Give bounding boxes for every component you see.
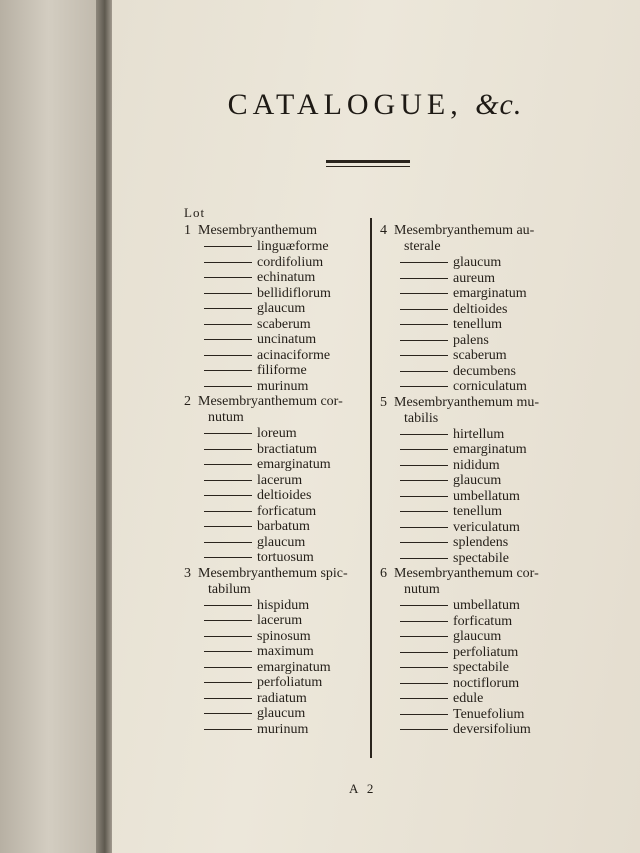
variety-row <box>380 504 580 520</box>
variety-row <box>184 301 364 317</box>
lot-entry <box>380 395 580 567</box>
ditto-dash <box>204 605 252 606</box>
right-column <box>380 223 580 738</box>
variety-row <box>184 644 364 660</box>
left-lots <box>184 223 364 737</box>
variety-row <box>380 333 580 349</box>
variety-row <box>184 442 364 458</box>
lot-entry <box>184 566 364 738</box>
ditto-dash <box>400 262 448 263</box>
variety-name: glaucum <box>453 255 502 270</box>
variety-row <box>184 535 364 551</box>
ditto-dash <box>400 434 448 435</box>
ditto-dash <box>400 371 448 372</box>
variety-name: loreum <box>257 426 297 441</box>
ditto-dash <box>400 449 448 450</box>
ditto-dash <box>204 449 252 450</box>
variety-name: noctiflorum <box>453 675 520 691</box>
ditto-dash <box>400 714 448 715</box>
lot-species: Mesembryanthemum mu- <box>394 394 540 410</box>
ditto-dash <box>204 667 252 668</box>
ditto-dash <box>400 542 448 543</box>
variety-row <box>380 722 580 738</box>
book-gutter <box>96 0 112 853</box>
variety-row <box>380 317 580 333</box>
variety-name: scaberum <box>257 316 311 332</box>
variety-name: corniculatum <box>453 379 527 394</box>
lot-species-continued: sterale <box>404 239 441 254</box>
ditto-dash <box>400 605 448 606</box>
lot-species: Mesembryanthemum au- <box>394 223 535 238</box>
ditto-dash <box>400 309 448 310</box>
column-divider <box>370 218 372 758</box>
variety-row <box>184 660 364 676</box>
ditto-dash <box>400 558 448 559</box>
lot-species: Mesembryanthemum cor- <box>394 566 539 581</box>
variety-name: bellidiflorum <box>257 285 331 301</box>
variety-name: spinosum <box>257 628 311 644</box>
lot-species: Mesembryanthemum <box>198 223 317 238</box>
variety-row <box>184 255 364 271</box>
variety-name: tortuosum <box>257 550 314 565</box>
variety-name: echinatum <box>257 270 316 285</box>
lot-heading <box>184 566 364 582</box>
variety-name: aureum <box>453 270 495 286</box>
ditto-dash <box>204 682 252 683</box>
variety-row <box>184 504 364 520</box>
variety-row <box>380 255 580 271</box>
ditto-dash <box>400 652 448 653</box>
variety-row <box>380 348 580 364</box>
ditto-dash <box>204 262 252 263</box>
ditto-dash <box>400 480 448 481</box>
variety-row <box>380 458 580 474</box>
variety-row <box>380 707 580 723</box>
lot-entry <box>184 223 364 394</box>
ditto-dash <box>204 495 252 496</box>
lot-number: 6 <box>380 566 387 581</box>
variety-row <box>184 706 364 722</box>
lot-entry <box>380 566 580 738</box>
ditto-dash <box>204 246 252 247</box>
ditto-dash <box>400 511 448 512</box>
variety-name: radiatum <box>257 690 307 706</box>
variety-name: deltioides <box>257 488 312 503</box>
variety-name: emarginatum <box>453 286 527 301</box>
variety-row <box>184 426 364 442</box>
variety-row <box>184 675 364 691</box>
variety-row <box>380 645 580 661</box>
ditto-dash <box>400 340 448 341</box>
ditto-dash <box>204 277 252 278</box>
variety-row <box>380 660 580 676</box>
ditto-dash <box>400 465 448 466</box>
title-rule-thin <box>326 166 410 167</box>
variety-name: palens <box>453 332 489 348</box>
variety-name: umbellatum <box>453 488 520 504</box>
ditto-dash <box>400 324 448 325</box>
ditto-dash <box>204 433 252 434</box>
lot-species-continued: tabilum <box>208 581 251 597</box>
title-text: CATALOGUE, <box>227 88 463 121</box>
lot-heading <box>380 395 580 411</box>
lot-number: 2 <box>184 394 191 409</box>
ditto-dash <box>400 729 448 730</box>
ditto-dash <box>204 480 252 481</box>
left-column <box>184 205 364 737</box>
variety-name: decumbens <box>453 363 516 379</box>
ditto-dash <box>204 308 252 309</box>
variety-name: glaucum <box>257 301 306 316</box>
variety-name: lacerum <box>257 472 303 488</box>
variety-row <box>380 629 580 645</box>
variety-name: perfoliatum <box>257 675 323 690</box>
variety-name: spectabile <box>453 550 509 566</box>
variety-row <box>184 239 364 255</box>
variety-name: forficatum <box>257 503 317 519</box>
variety-name: linguæforme <box>257 239 329 254</box>
variety-row <box>184 317 364 333</box>
variety-name: deversifolium <box>453 722 531 737</box>
lot-species: Mesembryanthemum cor- <box>198 394 343 409</box>
ditto-dash <box>204 713 252 714</box>
variety-name: murinum <box>257 721 309 737</box>
variety-name: hispidum <box>257 597 310 613</box>
lot-species-continued: nutum <box>208 410 244 425</box>
variety-row <box>380 442 580 458</box>
variety-name: vericulatum <box>453 519 520 535</box>
ditto-dash <box>400 278 448 279</box>
variety-row <box>380 535 580 551</box>
variety-name: glaucum <box>257 706 306 721</box>
lot-number: 1 <box>184 223 191 238</box>
ditto-dash <box>400 621 448 622</box>
ditto-dash <box>204 293 252 294</box>
variety-row <box>184 270 364 286</box>
variety-name: bractiatum <box>257 441 317 457</box>
variety-row <box>184 457 364 473</box>
lot-species-continued: tabilis <box>404 410 439 426</box>
variety-row <box>380 691 580 707</box>
ditto-dash <box>400 386 448 387</box>
variety-name: barbatum <box>257 519 310 534</box>
variety-row <box>380 520 580 536</box>
ditto-dash <box>204 511 252 512</box>
variety-name: edule <box>453 691 484 706</box>
page-title <box>110 88 640 122</box>
previous-page-edge <box>0 0 108 853</box>
variety-name: acinaciforme <box>257 347 331 363</box>
ditto-dash <box>204 386 252 387</box>
variety-row <box>184 488 364 504</box>
lot-label: Lot <box>184 205 206 220</box>
lot-heading <box>184 223 364 239</box>
variety-name: cordifolium <box>257 254 324 270</box>
variety-name: deltioides <box>453 301 508 317</box>
ditto-dash <box>400 293 448 294</box>
variety-name: glaucum <box>453 629 502 644</box>
variety-row <box>380 286 580 302</box>
variety-row <box>380 473 580 489</box>
ditto-dash <box>400 496 448 497</box>
lot-entry <box>184 394 364 566</box>
variety-name: uncinatum <box>257 332 317 347</box>
variety-row <box>184 722 364 738</box>
variety-row <box>184 519 364 535</box>
ditto-dash <box>204 651 252 652</box>
title-rule-thick <box>326 160 410 163</box>
right-lots <box>380 223 580 738</box>
lot-entry <box>380 223 580 395</box>
variety-name: hirtellum <box>453 426 505 442</box>
ditto-dash <box>400 698 448 699</box>
variety-name: tenellum <box>453 317 502 332</box>
lot-heading <box>380 223 580 239</box>
variety-name: glaucum <box>257 534 306 550</box>
variety-row <box>184 348 364 364</box>
variety-row <box>380 598 580 614</box>
variety-name: emarginatum <box>453 442 527 457</box>
ditto-dash <box>204 339 252 340</box>
lot-species-continued: nutum <box>404 582 440 597</box>
ditto-dash <box>204 464 252 465</box>
variety-name: splendens <box>453 535 509 550</box>
ditto-dash <box>400 636 448 637</box>
variety-row <box>184 550 364 566</box>
variety-row <box>184 332 364 348</box>
page-signature: A 2 <box>349 781 377 796</box>
variety-name: umbellatum <box>453 598 520 613</box>
variety-name: glaucum <box>453 473 502 488</box>
variety-row <box>184 286 364 302</box>
variety-name: forficatum <box>453 613 513 629</box>
variety-name: spectabile <box>453 660 509 675</box>
variety-name: emarginatum <box>257 659 331 675</box>
variety-row <box>380 271 580 287</box>
ditto-dash <box>204 355 252 356</box>
ditto-dash <box>204 324 252 325</box>
lot-heading <box>380 566 580 582</box>
ditto-dash <box>204 557 252 558</box>
variety-row <box>184 363 364 379</box>
ditto-dash <box>204 526 252 527</box>
lot-number: 3 <box>184 565 191 581</box>
variety-name: emarginatum <box>257 457 331 472</box>
variety-name: perfoliatum <box>453 644 519 660</box>
ditto-dash <box>204 729 252 730</box>
variety-row <box>380 379 580 395</box>
ditto-dash <box>204 542 252 543</box>
lot-number: 4 <box>380 223 387 238</box>
variety-row <box>380 427 580 443</box>
variety-row <box>184 598 364 614</box>
lot-species: Mesembryanthemum spic- <box>198 565 348 581</box>
variety-row <box>184 379 364 395</box>
variety-name: murinum <box>257 378 309 394</box>
variety-name: scaberum <box>453 348 507 363</box>
ditto-dash <box>204 620 252 621</box>
variety-row <box>184 473 364 489</box>
variety-name: tenellum <box>453 504 502 519</box>
variety-name: lacerum <box>257 613 303 628</box>
variety-row <box>184 629 364 645</box>
title-suffix: &c. <box>475 88 523 121</box>
variety-row <box>380 614 580 630</box>
ditto-dash <box>400 683 448 684</box>
variety-name: Tenuefolium <box>453 706 525 722</box>
variety-row <box>184 613 364 629</box>
ditto-dash <box>400 527 448 528</box>
variety-row <box>380 676 580 692</box>
ditto-dash <box>204 698 252 699</box>
variety-row <box>380 551 580 567</box>
variety-row <box>380 302 580 318</box>
ditto-dash <box>400 667 448 668</box>
ditto-dash <box>400 355 448 356</box>
variety-name: nididum <box>453 457 500 473</box>
variety-row <box>184 691 364 707</box>
lot-number: 5 <box>380 394 387 410</box>
variety-row <box>380 489 580 505</box>
ditto-dash <box>204 370 252 371</box>
variety-name: filiforme <box>257 363 307 378</box>
variety-row <box>380 364 580 380</box>
variety-name: maximum <box>257 644 314 659</box>
lot-heading <box>184 394 364 410</box>
ditto-dash <box>204 636 252 637</box>
